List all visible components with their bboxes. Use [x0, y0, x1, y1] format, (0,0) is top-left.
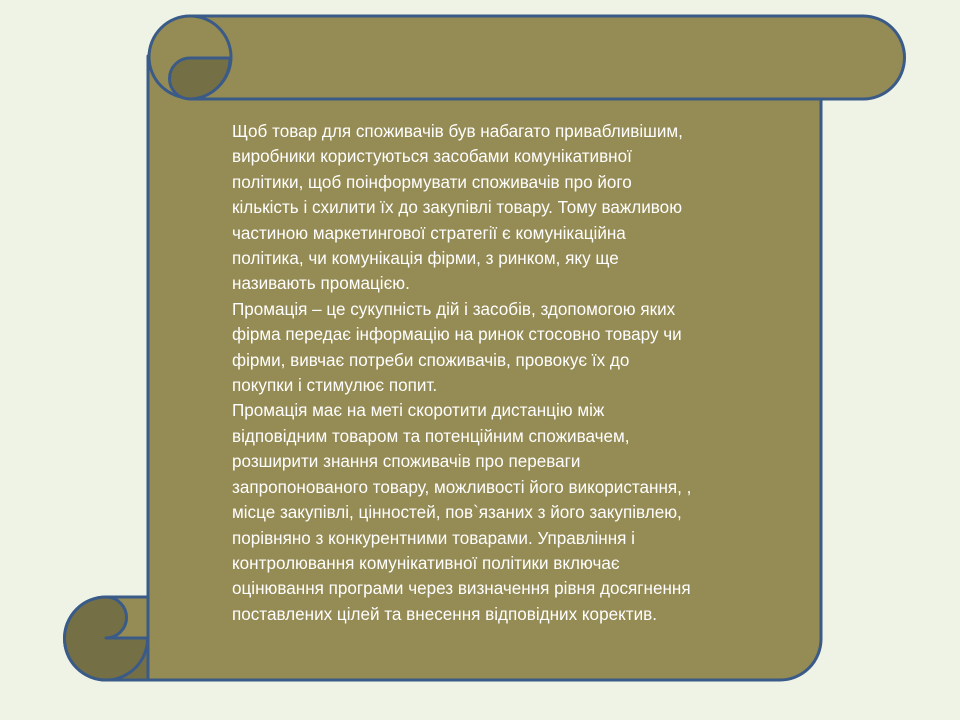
- paragraph-2: Промація – це сукупність дій і засобів, здопомогою яких фірма передає інформацію на ринок стосовно товару чи фірми, вивчає потреби споживачів, провокує їх до покупки і стимулює попит.: [232, 299, 682, 396]
- scroll-top-band: [190, 16, 904, 99]
- paragraph-3: Промація має на меті скоротити дистанцію між відповідним товаром та потенційним споживачем, розширити знання споживачів про переваги запропонованого товару, можливості його використання, , місце закупівлі, цінностей, пов`язаних з його закупівлею, порівняно з конкурентними товарами. Управління і контролювання комунікативної політики включає оцінювання програми через визначення рівня досягнення поставлених цілей та внесення відповідних коректив.: [232, 401, 692, 624]
- paragraph-1: Щоб товар для споживачів був набагато привабливішим, виробники користуються засобами комунікативної політики, щоб поінформувати споживачів про його кількість і схилити їх до закупівлі товару. Тому важливою частиною маркетингової стратегії є комунікаційна політика, чи комунікація фірми, з ринком, яку ще називають промацією.: [232, 122, 683, 294]
- slide-body-text: [232, 119, 792, 627]
